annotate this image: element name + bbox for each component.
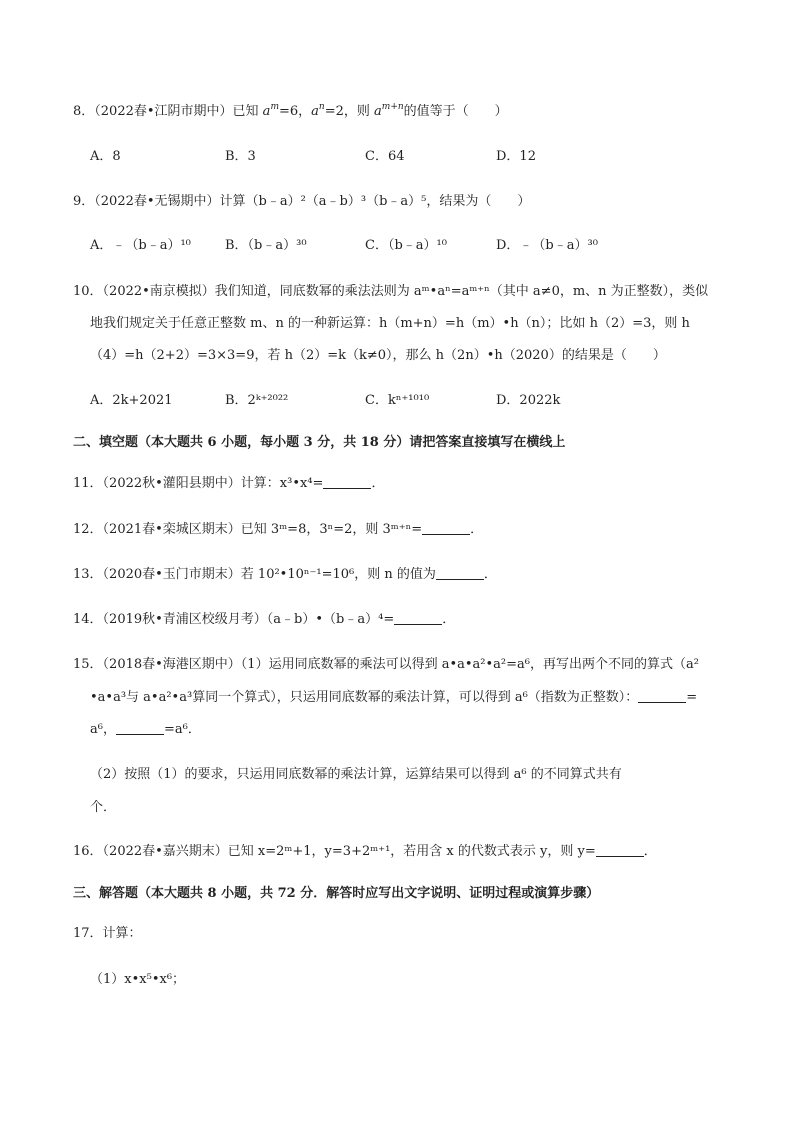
answer-blank [394,612,442,625]
question-15-line-5: 个． [90,800,117,815]
answer-blank [596,844,644,857]
answer-blank [436,567,484,580]
option-b: B．2ᵏ⁺²⁰²² [225,393,289,408]
question-16: 16．（2022春•嘉兴期末）已知 x=2ᵐ+1，y=3+2ᵐ⁺¹，若用含 x 的代数式表示 y，则 y= ． [73,844,657,859]
answer-blank [638,690,686,703]
section-solve-heading: 三、解答题（本大题共 8 小题，共 72 分．解答时应写出文字说明、证明过程或演算步骤） [73,886,600,901]
question-13: 13．（2020春•玉门市期末）若 10²•10ⁿ⁻¹=10⁶，则 n 的值为 ． [73,567,497,582]
question-8: 8．（2022春•江阴市期中）已知 $a^m=6$，$a^n=2$，则 $a^{m+n}$的值等于（ ） [73,102,508,119]
option-b: B．3 [225,149,256,164]
option-d: D．﹣（b﹣a）³⁰ [496,238,598,253]
question-15-line-2: •a•a³与 a•a²•a³算同一个算式），只运用同底数幂的乘法计算，可以得到 a⁶（指数为正整数）： = [90,690,698,705]
section-fill-in-heading: 二、填空题（本大题共 6 小题，每小题 3 分，共 18 分）请把答案直接填写在横线上 [73,435,566,450]
question-17-title: 17．计算： [73,926,142,941]
option-d: D．12 [496,149,536,164]
option-a: A．﹣（b﹣a）¹⁰ [90,238,191,253]
question-11: 11．（2022秋•灌阳县期中）计算：x³•x⁴= ． [73,476,385,491]
answer-blank [116,722,164,735]
question-17-part-1: （1）x•x⁵•x⁶； [90,972,186,987]
question-14: 14．（2019秋•青浦区校级月考）（a﹣b）•（b﹣a）⁴= ． [73,612,456,627]
question-15-line-4: （2）按照（1）的要求，只运用同底数幂的乘法计算，运算结果可以得到 a⁶ 的不同算式共有 [90,767,622,782]
question-15-line-1: 15．（2018春•海港区期中）（1）运用同底数幂的乘法可以得到 a•a•a²•a²=a⁶，再写出两个不同的算式（a² [73,657,699,672]
question-12: 12．（2021春•栾城区期末）已知 3ᵐ=8，3ⁿ=2，则 3ᵐ⁺ⁿ= ． [73,522,484,537]
question-10-line-3: （4）=h（2+2）=3×3=9，若 h（2）=k（k≠0），那么 h（2n）•h（2020）的结果是（ ） [90,348,666,363]
option-b: B．（b﹣a）³⁰ [225,238,307,253]
question-9: 9．（2022春•无锡期中）计算（b﹣a）²（a﹣b）³（b﹣a）⁵，结果为（ ） [73,194,531,209]
question-10-line-2: 地我们规定关于任意正整数 m、n 的一种新运算：h（m+n）=h（m）•h（n）；比如 h（2）=3，则 h [90,316,690,331]
option-a: A．2k+2021 [90,393,173,408]
option-d: D．2022k [496,393,561,408]
option-c: C．kⁿ⁺¹⁰¹⁰ [365,393,430,408]
option-a: A．8 [90,149,121,164]
answer-blank [323,476,371,489]
answer-blank [422,522,470,535]
question-10-line-1: 10．（2022•南京模拟）我们知道，同底数幂的乘法法则为 aᵐ•aⁿ=aᵐ⁺ⁿ（其中 a≠0，m、n 为正整数），类似 [73,284,709,299]
question-15-line-3: a⁶， =a⁶． [90,722,201,737]
option-c: C．64 [365,149,405,164]
option-c: C．（b﹣a）¹⁰ [365,238,447,253]
